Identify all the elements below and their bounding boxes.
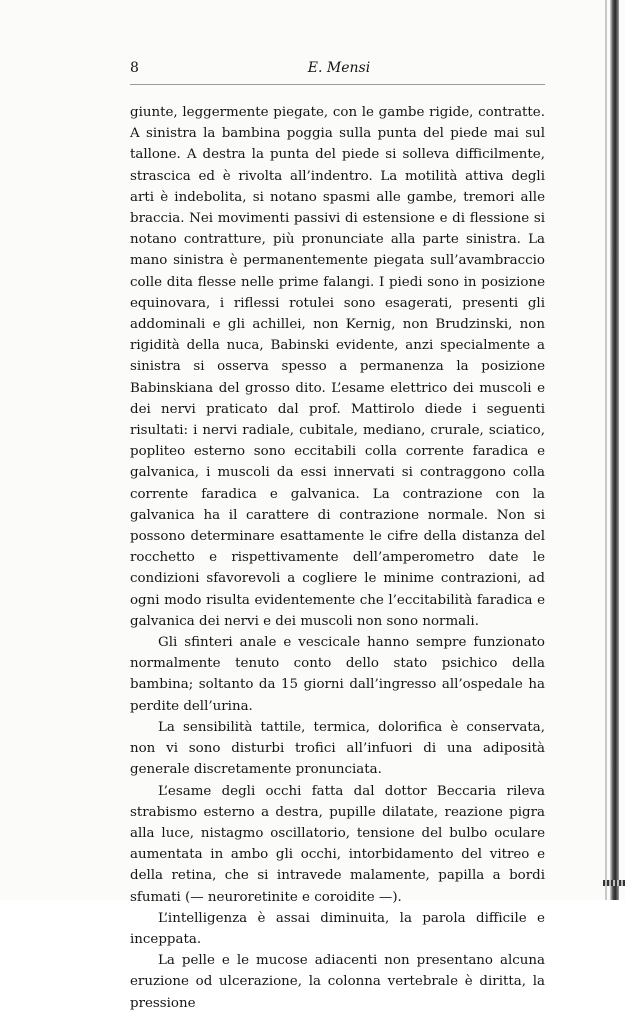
paragraph-sensibility: La sensibilità tattile, termica, dolorifica è conservata, non vi sono disturbi trofici all’infuori di una adiposità generale discretamente pronunciata. (130, 719, 545, 778)
page-edge-line (605, 0, 607, 900)
paragraph-intelligence: L’intelligenza è assai diminuita, la parola difficile e inceppata. (130, 910, 545, 947)
running-head: E. Mensi (307, 60, 371, 76)
paragraph-sphincters: Gli sfinteri anale e vescicale hanno sempre funzionato normalmente tenuto conto dello stato psichico della bambina; soltanto da 15 giorni dall’ingresso all’ospedale ha perdite dell’urina. (130, 635, 545, 714)
page-number: 8 (130, 60, 139, 76)
paragraph-eye-exam: L’esame degli occhi fatta dal dottor Beccaria rileva strabismo esterno a destra, pupille dilatate, reazione pigra alla luce, nistagmo oscillatorio, tensione del bulbo oculare aumentata in ambo gli occhi, intorbidamento del vitreo e della retina, che si intravede malamente, papilla a bordi sfumati (— neuroretinite e coroidite —). (130, 783, 545, 905)
binding-shadow (610, 0, 619, 900)
scan-corner-mark (603, 880, 625, 886)
paragraph-skin: La pelle e le mucose adiacenti non presentano alcuna eruzione od ulcerazione, la colonna vertebrale è diritta, la pressione (130, 953, 545, 1011)
body-text (130, 102, 545, 1014)
paragraph-continued: giunte, leggermente piegate, con le gambe rigide, contratte. A sinistra la bambina poggia sulla punta del piede mai sul tallone. A destra la punta del piede si solleva difficilmente, strascica ed è rivolta all’indentro. La motilità attiva degli arti è indebolita, si notano spasmi alle gambe, tremori alle braccia. Nei movimenti passivi di estensione e di flessione si notano contratture, più pronunciate alla parte sinistra. La mano sinistra è permanentemente piegata sull’avambraccio colle dita flesse nelle prime falangi. I piedi sono in posizione equinovara, i riflessi rotulei sono esagerati, presenti gli addominali e gli achillei, non Kernig, non Brudzinski, non rigidità della nuca, Babinski evidente, anzi specialmente a sinistra si osserva spesso a permanenza la posizione Babinskiana del grosso dito. L’esame elettrico dei muscoli e dei nervi praticato dal prof. Mattirolo diede i seguenti risultati: i nervi radiale, cubitale, mediano, crurale, sciatico, popliteo esterno sono eccitabili colla corrente faradica e galvanica, i muscoli da essi innervati si contraggono colla corrente faradica e galvanica. La contrazione con la galvanica ha il carattere di contrazione normale. Non si possono determinare esattamente le cifre della distanza del rocchetto e rispettivamente dell’amperometro date le condizioni sfavorevoli a cogliere le minime contrazioni, ad ogni modo risulta evidentemente che l’eccitabilità faradica e galvanica dei nervi e dei muscoli non sono normali. (130, 105, 545, 629)
header-rule (130, 84, 545, 85)
page-header (130, 60, 548, 82)
